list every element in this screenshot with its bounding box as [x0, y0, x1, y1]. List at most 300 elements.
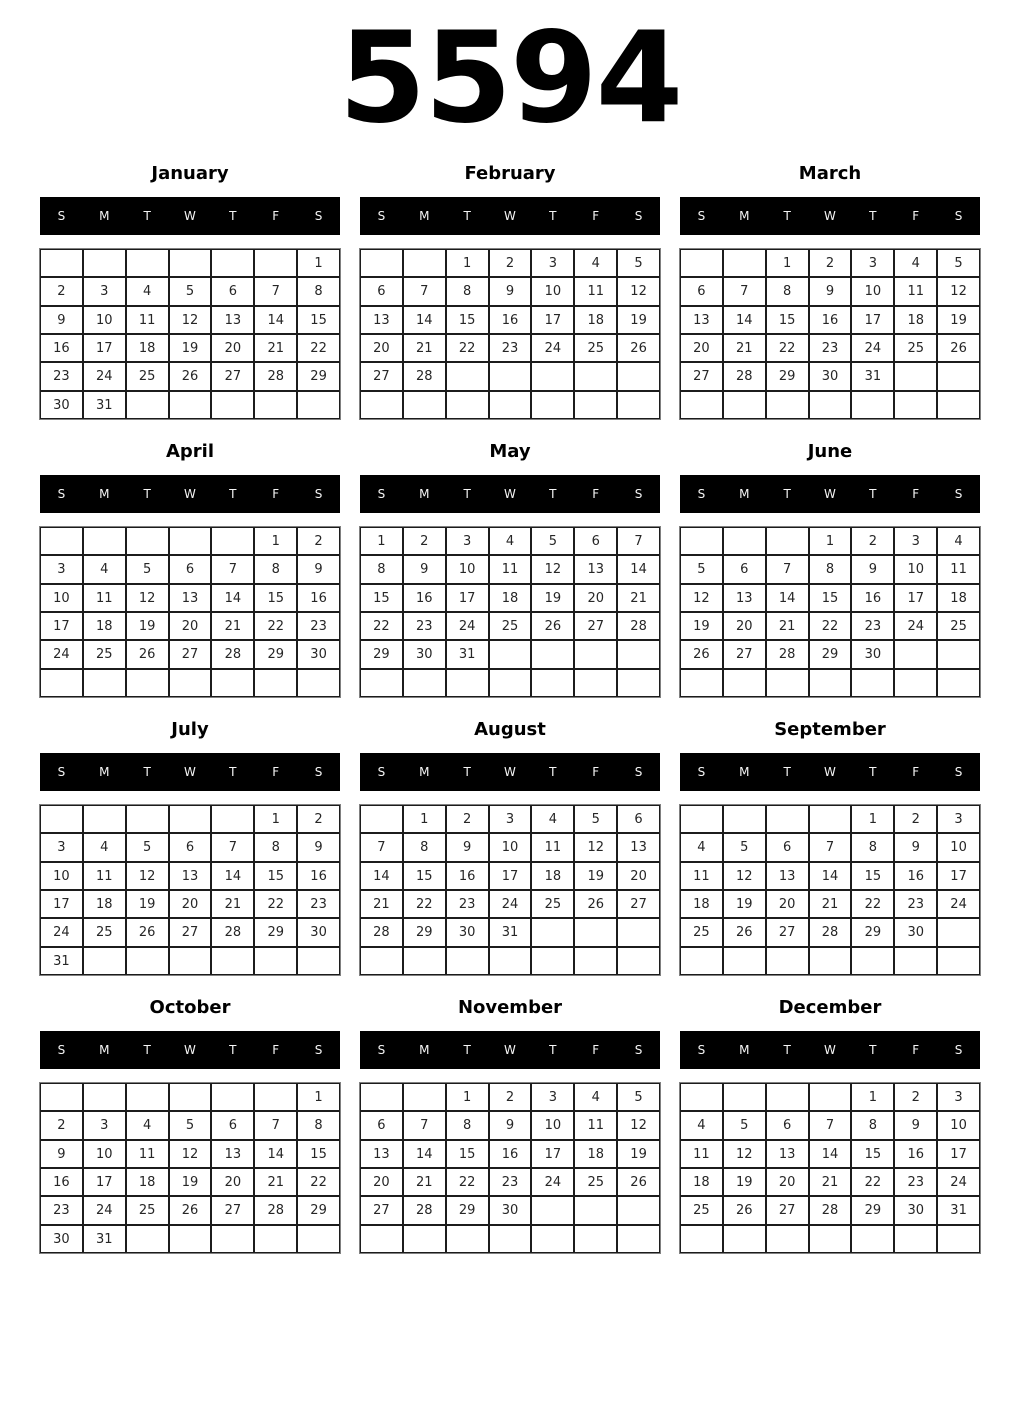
- date-cell: 22: [446, 1168, 489, 1196]
- date-cell: 17: [40, 890, 83, 918]
- date-cell: 12: [126, 862, 169, 890]
- date-cell: 24: [83, 362, 126, 390]
- date-cell: 29: [809, 640, 852, 668]
- date-cell: 28: [211, 918, 254, 946]
- date-cell: 25: [574, 1168, 617, 1196]
- date-cell: 12: [723, 862, 766, 890]
- date-cell: 18: [531, 862, 574, 890]
- date-cell: 14: [360, 862, 403, 890]
- date-cell: 6: [617, 805, 660, 833]
- empty-cell: [574, 640, 617, 668]
- day-header-cell: M: [99, 209, 110, 223]
- date-cell: 3: [83, 277, 126, 305]
- date-cell: 8: [851, 833, 894, 861]
- day-header-cell: S: [634, 487, 643, 501]
- day-header-cell: W: [824, 487, 836, 501]
- date-cell: 28: [254, 1196, 297, 1224]
- month-day-grid: [680, 249, 980, 419]
- date-cell: 19: [169, 334, 212, 362]
- date-cell: 20: [680, 334, 723, 362]
- date-cell: 17: [894, 584, 937, 612]
- date-cell: 22: [766, 334, 809, 362]
- day-header-cell: F: [912, 765, 920, 779]
- date-cell: 31: [83, 391, 126, 419]
- empty-cell: [254, 1083, 297, 1111]
- date-cell: 29: [254, 640, 297, 668]
- day-header-cell: T: [549, 1043, 557, 1057]
- date-cell: 23: [894, 890, 937, 918]
- date-cell: 13: [766, 1140, 809, 1168]
- empty-cell: [766, 669, 809, 697]
- date-cell: 20: [574, 584, 617, 612]
- date-cell: 16: [894, 1140, 937, 1168]
- date-cell: 30: [297, 640, 340, 668]
- date-cell: 5: [723, 1111, 766, 1139]
- month-march: [680, 149, 980, 427]
- date-cell: 13: [169, 584, 212, 612]
- date-cell: 6: [574, 527, 617, 555]
- date-cell: 20: [723, 612, 766, 640]
- month-title: February: [464, 162, 556, 184]
- date-cell: 18: [680, 890, 723, 918]
- date-cell: 4: [83, 833, 126, 861]
- date-cell: 7: [254, 1111, 297, 1139]
- date-cell: 16: [894, 862, 937, 890]
- date-cell: 23: [297, 890, 340, 918]
- month-title: August: [474, 718, 546, 740]
- date-cell: 1: [766, 249, 809, 277]
- empty-cell: [169, 391, 212, 419]
- date-cell: 20: [211, 1168, 254, 1196]
- empty-cell: [531, 1196, 574, 1224]
- empty-cell: [531, 640, 574, 668]
- date-cell: 13: [360, 306, 403, 334]
- day-header-cell: M: [739, 209, 750, 223]
- date-cell: 27: [723, 640, 766, 668]
- date-cell: 27: [211, 362, 254, 390]
- date-cell: 10: [83, 1140, 126, 1168]
- month-july: [40, 705, 340, 983]
- empty-cell: [40, 805, 83, 833]
- date-cell: 28: [360, 918, 403, 946]
- empty-cell: [489, 947, 532, 975]
- date-cell: 8: [766, 277, 809, 305]
- empty-cell: [254, 669, 297, 697]
- date-cell: 5: [937, 249, 980, 277]
- date-cell: 5: [574, 805, 617, 833]
- date-cell: 24: [937, 1168, 980, 1196]
- empty-cell: [211, 249, 254, 277]
- date-cell: 31: [851, 362, 894, 390]
- empty-cell: [169, 527, 212, 555]
- empty-cell: [446, 947, 489, 975]
- date-cell: 23: [40, 362, 83, 390]
- date-cell: 31: [937, 1196, 980, 1224]
- date-cell: 22: [851, 1168, 894, 1196]
- date-cell: 20: [360, 334, 403, 362]
- date-cell: 30: [894, 1196, 937, 1224]
- date-cell: 16: [297, 584, 340, 612]
- date-cell: 11: [937, 555, 980, 583]
- day-header-cell: M: [99, 1043, 110, 1057]
- date-cell: 14: [211, 862, 254, 890]
- day-header-cell: S: [57, 209, 66, 223]
- empty-cell: [937, 391, 980, 419]
- date-cell: 10: [446, 555, 489, 583]
- date-cell: 1: [446, 249, 489, 277]
- day-header-cell: T: [549, 487, 557, 501]
- empty-cell: [766, 391, 809, 419]
- date-cell: 9: [297, 833, 340, 861]
- empty-cell: [617, 362, 660, 390]
- date-cell: 7: [403, 1111, 446, 1139]
- date-cell: 21: [809, 890, 852, 918]
- empty-cell: [894, 391, 937, 419]
- date-cell: 3: [531, 1083, 574, 1111]
- date-cell: 6: [360, 1111, 403, 1139]
- empty-cell: [169, 1225, 212, 1253]
- date-cell: 19: [617, 306, 660, 334]
- day-header-cell: F: [272, 209, 280, 223]
- date-cell: 6: [169, 833, 212, 861]
- date-cell: 7: [809, 1111, 852, 1139]
- date-cell: 5: [169, 277, 212, 305]
- date-cell: 25: [126, 362, 169, 390]
- date-cell: 16: [40, 334, 83, 362]
- date-cell: 15: [360, 584, 403, 612]
- date-cell: 26: [937, 334, 980, 362]
- empty-cell: [766, 527, 809, 555]
- day-of-week-header-bar: [680, 475, 980, 513]
- day-header-cell: S: [697, 765, 706, 779]
- date-cell: 28: [766, 640, 809, 668]
- date-cell: 13: [574, 555, 617, 583]
- empty-cell: [83, 669, 126, 697]
- date-cell: 24: [489, 890, 532, 918]
- day-header-cell: S: [954, 765, 963, 779]
- date-cell: 9: [489, 1111, 532, 1139]
- day-header-cell: T: [143, 487, 151, 501]
- empty-cell: [680, 1225, 723, 1253]
- empty-cell: [723, 391, 766, 419]
- date-cell: 4: [574, 249, 617, 277]
- date-cell: 2: [40, 277, 83, 305]
- empty-cell: [297, 1225, 340, 1253]
- date-cell: 4: [680, 1111, 723, 1139]
- empty-cell: [617, 947, 660, 975]
- date-cell: 21: [617, 584, 660, 612]
- empty-cell: [211, 1083, 254, 1111]
- empty-cell: [360, 1083, 403, 1111]
- date-cell: 17: [40, 612, 83, 640]
- day-header-cell: T: [869, 209, 877, 223]
- date-cell: 11: [489, 555, 532, 583]
- empty-cell: [531, 1225, 574, 1253]
- day-header-cell: S: [377, 765, 386, 779]
- day-header-cell: W: [824, 1043, 836, 1057]
- date-cell: 3: [937, 1083, 980, 1111]
- day-header-cell: F: [592, 209, 600, 223]
- empty-cell: [851, 391, 894, 419]
- date-cell: 30: [894, 918, 937, 946]
- date-cell: 6: [169, 555, 212, 583]
- empty-cell: [211, 1225, 254, 1253]
- date-cell: 11: [680, 862, 723, 890]
- month-title: March: [798, 162, 862, 184]
- date-cell: 22: [360, 612, 403, 640]
- month-title: July: [171, 718, 209, 740]
- month-day-grid: [40, 805, 340, 975]
- day-of-week-header-bar: [360, 1031, 660, 1069]
- date-cell: 25: [83, 918, 126, 946]
- date-cell: 18: [83, 612, 126, 640]
- empty-cell: [531, 918, 574, 946]
- date-cell: 16: [851, 584, 894, 612]
- empty-cell: [574, 669, 617, 697]
- day-header-cell: S: [314, 765, 323, 779]
- day-header-cell: S: [314, 209, 323, 223]
- date-cell: 19: [126, 612, 169, 640]
- month-january: [40, 149, 340, 427]
- date-cell: 20: [617, 862, 660, 890]
- day-header-cell: T: [463, 487, 471, 501]
- date-cell: 25: [83, 640, 126, 668]
- day-header-cell: M: [99, 765, 110, 779]
- date-cell: 11: [83, 584, 126, 612]
- months-grid: [0, 149, 1020, 1261]
- date-cell: 1: [809, 527, 852, 555]
- date-cell: 26: [680, 640, 723, 668]
- date-cell: 6: [211, 277, 254, 305]
- date-cell: 24: [40, 640, 83, 668]
- day-header-cell: F: [912, 1043, 920, 1057]
- day-of-week-header-bar: [360, 753, 660, 791]
- date-cell: 12: [531, 555, 574, 583]
- date-cell: 10: [531, 277, 574, 305]
- day-header-cell: M: [419, 1043, 430, 1057]
- day-header-cell: S: [314, 487, 323, 501]
- date-cell: 15: [254, 862, 297, 890]
- empty-cell: [723, 249, 766, 277]
- date-cell: 14: [254, 1140, 297, 1168]
- date-cell: 26: [126, 918, 169, 946]
- empty-cell: [937, 669, 980, 697]
- day-header-cell: W: [184, 765, 196, 779]
- date-cell: 13: [169, 862, 212, 890]
- day-of-week-header-bar: [680, 197, 980, 235]
- empty-cell: [446, 362, 489, 390]
- day-header-cell: S: [377, 209, 386, 223]
- empty-cell: [211, 669, 254, 697]
- date-cell: 13: [211, 306, 254, 334]
- date-cell: 16: [809, 306, 852, 334]
- date-cell: 5: [169, 1111, 212, 1139]
- date-cell: 28: [211, 640, 254, 668]
- day-header-cell: T: [143, 1043, 151, 1057]
- empty-cell: [489, 1225, 532, 1253]
- date-cell: 17: [83, 334, 126, 362]
- month-title: January: [151, 162, 229, 184]
- date-cell: 25: [680, 918, 723, 946]
- month-title: October: [149, 996, 231, 1018]
- date-cell: 26: [723, 918, 766, 946]
- date-cell: 3: [531, 249, 574, 277]
- date-cell: 4: [937, 527, 980, 555]
- date-cell: 5: [126, 833, 169, 861]
- date-cell: 11: [83, 862, 126, 890]
- empty-cell: [680, 805, 723, 833]
- day-header-cell: S: [377, 487, 386, 501]
- date-cell: 12: [126, 584, 169, 612]
- date-cell: 18: [574, 306, 617, 334]
- date-cell: 18: [489, 584, 532, 612]
- date-cell: 21: [723, 334, 766, 362]
- date-cell: 28: [617, 612, 660, 640]
- date-cell: 17: [446, 584, 489, 612]
- day-header-cell: S: [697, 1043, 706, 1057]
- date-cell: 12: [169, 306, 212, 334]
- day-header-cell: S: [634, 1043, 643, 1057]
- date-cell: 8: [809, 555, 852, 583]
- date-cell: 23: [809, 334, 852, 362]
- empty-cell: [126, 249, 169, 277]
- date-cell: 31: [489, 918, 532, 946]
- date-cell: 27: [766, 918, 809, 946]
- date-cell: 1: [851, 1083, 894, 1111]
- date-cell: 15: [297, 306, 340, 334]
- date-cell: 23: [851, 612, 894, 640]
- day-header-cell: S: [697, 487, 706, 501]
- date-cell: 4: [531, 805, 574, 833]
- date-cell: 8: [851, 1111, 894, 1139]
- day-of-week-header-bar: [40, 1031, 340, 1069]
- date-cell: 26: [723, 1196, 766, 1224]
- date-cell: 3: [851, 249, 894, 277]
- date-cell: 19: [723, 890, 766, 918]
- empty-cell: [254, 947, 297, 975]
- date-cell: 30: [40, 391, 83, 419]
- date-cell: 30: [40, 1225, 83, 1253]
- date-cell: 19: [169, 1168, 212, 1196]
- month-title: December: [778, 996, 882, 1018]
- empty-cell: [254, 391, 297, 419]
- month-october: [40, 983, 340, 1261]
- date-cell: 29: [446, 1196, 489, 1224]
- date-cell: 2: [489, 249, 532, 277]
- empty-cell: [723, 947, 766, 975]
- date-cell: 25: [126, 1196, 169, 1224]
- day-header-cell: S: [634, 209, 643, 223]
- empty-cell: [723, 527, 766, 555]
- date-cell: 9: [489, 277, 532, 305]
- day-header-cell: T: [463, 209, 471, 223]
- date-cell: 9: [40, 306, 83, 334]
- date-cell: 25: [489, 612, 532, 640]
- date-cell: 27: [169, 918, 212, 946]
- month-day-grid: [680, 805, 980, 975]
- empty-cell: [297, 669, 340, 697]
- empty-cell: [489, 391, 532, 419]
- day-of-week-header-bar: [680, 1031, 980, 1069]
- empty-cell: [211, 391, 254, 419]
- date-cell: 4: [680, 833, 723, 861]
- empty-cell: [680, 1083, 723, 1111]
- day-header-cell: M: [739, 487, 750, 501]
- date-cell: 25: [937, 612, 980, 640]
- day-header-cell: M: [419, 209, 430, 223]
- empty-cell: [126, 805, 169, 833]
- month-day-grid: [680, 1083, 980, 1253]
- date-cell: 12: [169, 1140, 212, 1168]
- date-cell: 2: [297, 527, 340, 555]
- month-title: September: [774, 718, 886, 740]
- date-cell: 12: [937, 277, 980, 305]
- date-cell: 8: [254, 555, 297, 583]
- date-cell: 7: [617, 527, 660, 555]
- date-cell: 17: [83, 1168, 126, 1196]
- date-cell: 11: [126, 306, 169, 334]
- day-header-cell: W: [504, 487, 516, 501]
- empty-cell: [809, 391, 852, 419]
- date-cell: 12: [617, 1111, 660, 1139]
- empty-cell: [809, 1225, 852, 1253]
- empty-cell: [211, 527, 254, 555]
- date-cell: 13: [360, 1140, 403, 1168]
- month-day-grid: [360, 805, 660, 975]
- date-cell: 18: [126, 334, 169, 362]
- date-cell: 30: [297, 918, 340, 946]
- empty-cell: [937, 362, 980, 390]
- empty-cell: [40, 249, 83, 277]
- date-cell: 20: [766, 1168, 809, 1196]
- day-of-week-header-bar: [40, 475, 340, 513]
- date-cell: 14: [254, 306, 297, 334]
- day-header-cell: T: [783, 1043, 791, 1057]
- date-cell: 2: [297, 805, 340, 833]
- month-title: June: [807, 440, 853, 462]
- empty-cell: [403, 391, 446, 419]
- day-header-cell: T: [229, 1043, 237, 1057]
- empty-cell: [83, 527, 126, 555]
- date-cell: 28: [254, 362, 297, 390]
- day-header-cell: F: [592, 765, 600, 779]
- date-cell: 17: [531, 306, 574, 334]
- date-cell: 17: [937, 862, 980, 890]
- date-cell: 14: [211, 584, 254, 612]
- date-cell: 29: [297, 1196, 340, 1224]
- empty-cell: [937, 640, 980, 668]
- empty-cell: [126, 391, 169, 419]
- date-cell: 10: [894, 555, 937, 583]
- month-day-grid: [40, 527, 340, 697]
- date-cell: 31: [40, 947, 83, 975]
- date-cell: 21: [403, 334, 446, 362]
- date-cell: 3: [894, 527, 937, 555]
- empty-cell: [360, 805, 403, 833]
- date-cell: 29: [297, 362, 340, 390]
- date-cell: 6: [211, 1111, 254, 1139]
- date-cell: 12: [723, 1140, 766, 1168]
- month-august: [360, 705, 660, 983]
- empty-cell: [40, 669, 83, 697]
- empty-cell: [574, 918, 617, 946]
- date-cell: 19: [680, 612, 723, 640]
- date-cell: 1: [403, 805, 446, 833]
- day-header-cell: W: [824, 765, 836, 779]
- month-day-grid: [680, 527, 980, 697]
- date-cell: 16: [297, 862, 340, 890]
- date-cell: 8: [297, 277, 340, 305]
